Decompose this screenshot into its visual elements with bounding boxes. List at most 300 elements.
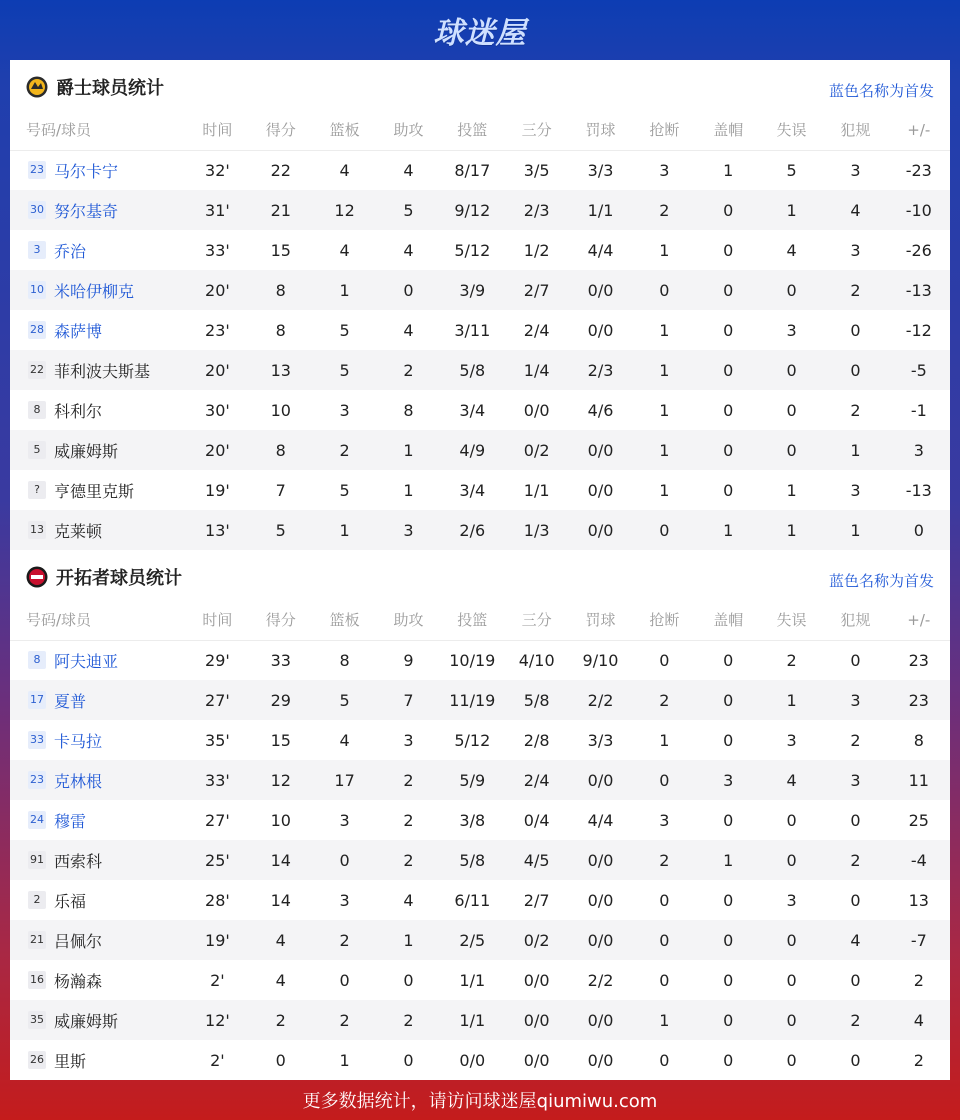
team-title: 开拓者球员统计 [56,568,182,589]
stat-cell: 0/0 [569,430,632,470]
table-row [10,390,950,430]
stat-cell: 0/0 [569,760,632,800]
stat-cell: 3/3 [587,160,614,180]
stat-cell: 0 [723,1050,734,1070]
column-header: 助攻 [377,600,440,640]
column-header: 罚球 [569,110,632,150]
stat-cell: -5 [888,350,950,390]
stat-cell: 1 [377,920,440,960]
stat-cell: 0/4 [523,810,550,830]
table-row [10,230,950,270]
column-header: 盖帽 [697,110,760,150]
table-row [10,270,950,310]
stat-cell: 3 [339,810,350,830]
stat-cell: 5/8 [440,840,504,880]
column-header: 投篮 [440,600,504,640]
stat-cell: 0/0 [523,400,550,420]
column-header: 得分 [249,110,312,150]
player-cell [10,310,186,350]
stat-cell: 3/11 [454,320,491,340]
stat-cell: 1 [823,510,887,550]
stat-cell: 4/6 [587,400,614,420]
column-header: 三分 [504,600,568,640]
table-header-row [10,110,950,150]
stat-cell: 2/4 [504,760,568,800]
table-row [10,1040,950,1080]
stat-cell: 1 [312,510,376,550]
stat-cell: 7 [275,480,286,500]
stat-cell: 4 [823,920,887,960]
stat-cell: 0 [723,320,734,340]
player-cell [10,150,186,190]
stat-cell: 0 [723,890,734,910]
table-row [10,510,950,550]
jersey-number-badge: 33 [28,731,46,749]
stat-cell: 1 [659,400,670,420]
stat-cell: 25 [908,810,929,830]
column-header: 犯规 [823,110,887,150]
stat-cell: 5 [312,350,376,390]
jersey-number-badge: 28 [28,321,46,339]
stat-cell: 0 [850,810,861,830]
stat-cell: 2 [377,760,440,800]
stat-cell: 0 [888,510,950,550]
stat-cell: 0/0 [569,510,632,550]
column-header: 篮板 [312,110,376,150]
player-name-link[interactable]: 森萨博 [54,321,103,341]
stat-cell: 4 [823,190,887,230]
stat-cell: 0 [786,970,797,990]
column-header: 抢断 [632,600,696,640]
stat-cell: 4/10 [518,650,555,670]
stat-cell: 20' [186,430,249,470]
player-cell [10,640,186,680]
stat-cell: 1 [659,480,670,500]
stat-cell: 0 [632,920,696,960]
stat-cell: 2/8 [523,730,550,750]
table-row [10,430,950,470]
column-header: 篮板 [312,600,376,640]
stat-cell: 0/0 [523,1050,550,1070]
player-name-link[interactable]: 马尔卡宁 [54,161,119,181]
stat-cell: 1 [632,430,696,470]
column-header: 失误 [760,600,823,640]
stat-cell: 3 [659,810,670,830]
stat-cell: 27' [205,810,230,830]
stat-cell: 3 [850,240,861,260]
jersey-number-badge: 24 [28,811,46,829]
section-header [10,550,950,600]
stat-cell: 4 [403,890,414,910]
stat-cell: 33 [270,650,291,670]
stat-cell: 0 [760,270,823,310]
stat-cell: 2 [312,920,376,960]
player-name-link[interactable]: 夏普 [54,691,87,711]
stat-cell: 0 [760,350,823,390]
stat-cell: 0 [723,240,734,260]
stat-cell: 3 [850,160,861,180]
stat-cell: 8/17 [454,160,491,180]
column-header: 时间 [186,600,249,640]
stat-cell: 1 [697,510,760,550]
player-cell [10,510,186,550]
stat-cell: 2 [913,1050,924,1070]
player-name-link[interactable]: 威廉姆斯 [54,1011,119,1031]
stat-cell: 0 [659,650,670,670]
player-name-link[interactable]: 克林根 [54,771,103,791]
stat-cell: 2 [377,840,440,880]
player-name-link[interactable]: 亨德里克斯 [54,481,135,501]
stat-cell: 5/8 [504,680,568,720]
player-name-link[interactable]: 克莱顿 [54,521,103,541]
stat-cell: 9/10 [582,650,619,670]
stat-cell: 0 [697,680,760,720]
stat-cell: 4 [403,160,414,180]
stat-cell: 0 [786,400,797,420]
jersey-number-badge: 8 [28,651,46,669]
column-header: 投篮 [440,110,504,150]
stat-cell: 12 [312,190,376,230]
stat-cell: 2 [632,190,696,230]
table-header-row [10,600,950,640]
stat-cell: 3 [786,320,797,340]
stat-cell: 4 [760,760,823,800]
stat-cell: 13 [908,890,929,910]
player-name-link[interactable]: 菲利波夫斯基 [54,361,151,381]
table-row [10,680,950,720]
stat-cell: 0 [786,1050,797,1070]
stat-cell: 3 [697,760,760,800]
stat-cell: 0 [403,970,414,990]
starter-note: 蓝色名称为首发 [828,572,934,590]
stat-cell: 0/0 [587,890,614,910]
stat-cell: 33' [205,240,230,260]
stats-card [10,60,950,1080]
stat-cell: 12' [186,1000,249,1040]
player-cell [10,840,186,880]
player-cell [10,190,186,230]
player-name-link[interactable]: 卡马拉 [54,731,103,751]
stat-cell: 15 [270,730,291,750]
jersey-number-badge: 26 [28,1051,46,1069]
player-name-link[interactable]: 威廉姆斯 [54,441,119,461]
stat-cell: 23 [888,680,950,720]
column-header: +/- [888,110,950,150]
column-header: 号码/球员 [10,600,186,640]
stat-cell: 0 [723,730,734,750]
stat-cell: 0 [339,970,350,990]
stat-cell: 1 [659,730,670,750]
jersey-number-badge: 2 [28,891,46,909]
stat-cell: 0 [723,970,734,990]
stat-cell: 2/5 [440,920,504,960]
stat-cell: 0/0 [569,270,632,310]
table-row [10,190,950,230]
stat-cell: 5 [312,680,376,720]
stat-cell: 2/2 [587,970,614,990]
column-header: 盖帽 [697,600,760,640]
player-name-link[interactable]: 科利尔 [54,401,103,421]
stat-cell: 0 [723,400,734,420]
table-row [10,640,950,680]
stat-cell: 0 [697,430,760,470]
column-header: +/- [888,600,950,640]
column-header: 助攻 [377,110,440,150]
stat-cell: 3 [850,480,861,500]
jersey-number-badge: 30 [28,201,46,219]
footer-link[interactable]: 更多数据统计，请访问球迷屋qiumiwu.com [302,1091,658,1112]
stat-cell: 29' [205,650,230,670]
stat-cell: 2 [377,1000,440,1040]
player-name-link[interactable]: 西索科 [54,851,103,871]
table-row [10,720,950,760]
stat-cell: 9 [403,650,414,670]
stat-cell: 0 [312,840,376,880]
stat-cell: 1/2 [523,240,550,260]
jersey-number-badge: 10 [28,281,46,299]
stat-cell: 35' [205,730,230,750]
column-header: 得分 [249,600,312,640]
stat-cell: 9/12 [440,190,504,230]
stat-cell: 1 [659,240,670,260]
player-name-link[interactable]: 乔治 [54,241,87,261]
stat-cell: 2 [850,730,861,750]
player-cell [10,430,186,470]
stat-cell: -10 [888,190,950,230]
stat-cell: 3/4 [459,400,486,420]
stat-cell: 4 [339,730,350,750]
stat-cell: 3 [339,890,350,910]
stat-cell: 8 [403,400,414,420]
player-name-link[interactable]: 穆雷 [54,811,87,831]
stat-cell: 0 [723,480,734,500]
stat-cell: 0 [632,760,696,800]
stats-table [10,110,950,550]
stat-cell: 0 [697,920,760,960]
stat-cell: 1 [339,1050,350,1070]
stat-cell: 0/0 [587,1050,614,1070]
stat-cell: 3 [823,680,887,720]
stat-cell: 2 [823,270,887,310]
stat-cell: 5/12 [454,240,491,260]
stat-cell: 3 [377,510,440,550]
stat-cell: 2 [632,840,696,880]
stat-cell: 1/1 [523,480,550,500]
stat-cell: 2 [850,400,861,420]
table-row [10,150,950,190]
player-cell [10,800,186,840]
team-section-jazz [10,60,950,550]
brand-logo: 球迷屋 [433,16,527,51]
jersey-number-badge: 23 [28,771,46,789]
stat-cell: 1/4 [504,350,568,390]
stat-cell: 25' [186,840,249,880]
jersey-number-badge: 3 [28,241,46,259]
player-cell [10,960,186,1000]
table-row [10,800,950,840]
team-title: 爵士球员统计 [56,78,164,99]
stat-cell: 32' [205,160,230,180]
column-header: 号码/球员 [10,110,186,150]
player-name-link[interactable]: 米哈伊柳克 [54,281,135,301]
jersey-number-badge: 8 [28,401,46,419]
player-cell [10,880,186,920]
stat-cell: 3/3 [587,730,614,750]
jersey-number-badge: 35 [28,1011,46,1029]
player-name-link[interactable]: 吕佩尔 [54,931,103,951]
stat-cell: 21 [249,190,312,230]
stat-cell: 0 [697,1000,760,1040]
stat-cell: 0 [823,350,887,390]
stat-cell: 0 [659,970,670,990]
stat-cell: 0 [723,810,734,830]
stat-cell: 23' [205,320,230,340]
stat-cell: 4/5 [504,840,568,880]
stat-cell: 0 [632,510,696,550]
player-cell [10,350,186,390]
stat-cell: 0 [632,270,696,310]
player-name-link[interactable]: 努尔基奇 [54,201,119,221]
player-cell [10,920,186,960]
stat-cell: 5/8 [440,350,504,390]
stat-cell: 2 [823,1000,887,1040]
stat-cell: 8 [339,650,350,670]
stat-cell: 5 [377,190,440,230]
stat-cell: 0 [850,970,861,990]
stat-cell: 33' [186,760,249,800]
stat-cell: 1 [760,680,823,720]
stat-cell: 0 [850,890,861,910]
stat-cell: 31' [186,190,249,230]
stat-cell: 3 [786,890,797,910]
stat-cell: 22 [270,160,291,180]
stat-cell: 1/1 [459,970,486,990]
stat-cell: 5/12 [454,730,491,750]
stat-cell: 3 [403,730,414,750]
jersey-number-badge: 23 [28,161,46,179]
player-name-link[interactable]: 阿夫迪亚 [54,651,119,671]
player-cell [10,680,186,720]
stat-cell: 2 [823,840,887,880]
stat-cell: 3/8 [459,810,486,830]
starter-note: 蓝色名称为首发 [828,82,934,100]
stat-cell: -13 [905,480,932,500]
stat-cell: 3 [659,160,670,180]
stat-cell: 0/0 [569,1000,632,1040]
stat-cell: 1 [403,480,414,500]
table-row [10,470,950,510]
stat-cell: 1 [760,510,823,550]
stat-cell: 12 [249,760,312,800]
stat-cell: 3/5 [523,160,550,180]
table-row [10,960,950,1000]
stat-cell: 10 [270,810,291,830]
column-header: 时间 [186,110,249,150]
stat-cell: 2 [312,1000,376,1040]
stat-cell: 0 [760,430,823,470]
stat-cell: 8 [249,430,312,470]
stat-cell: 0 [760,920,823,960]
stat-cell: 0 [659,890,670,910]
stat-cell: 3/9 [440,270,504,310]
stat-cell: 1 [312,270,376,310]
jersey-number-badge: 91 [28,851,46,869]
player-name-link[interactable]: 乐福 [54,891,87,911]
stat-cell: 2 [786,650,797,670]
stat-cell: 10/19 [449,650,496,670]
stat-cell: 20' [186,270,249,310]
stats-table [10,600,950,1080]
stat-cell: 2/3 [569,350,632,390]
stat-cell: 17 [312,760,376,800]
stat-cell: 4 [403,240,414,260]
stat-cell: 1/3 [504,510,568,550]
stat-cell: -1 [910,400,927,420]
column-header: 罚球 [569,600,632,640]
stat-cell: 1/1 [569,190,632,230]
stat-cell: 11/19 [440,680,504,720]
stat-cell: 0/2 [504,430,568,470]
stat-cell: 0 [850,650,861,670]
stat-cell: 2 [632,680,696,720]
column-header: 三分 [504,110,568,150]
stat-cell: 2/4 [523,320,550,340]
player-name-link[interactable]: 里斯 [54,1051,87,1071]
stat-cell: 6/11 [454,890,491,910]
stat-cell: 0 [786,810,797,830]
jersey-number-badge: 16 [28,971,46,989]
stat-cell: 14 [249,840,312,880]
stat-cell: -4 [888,840,950,880]
stat-cell: 10 [270,400,291,420]
stat-cell: 5 [339,320,350,340]
stat-cell: 30' [205,400,230,420]
stat-cell: 0 [723,650,734,670]
stat-cell: 0 [760,1000,823,1040]
stat-cell: 4 [339,240,350,260]
table-row [10,350,950,390]
stat-cell: 3 [888,430,950,470]
stat-cell: 2 [403,810,414,830]
stat-cell: 1 [659,320,670,340]
stat-cell: 29 [249,680,312,720]
stat-cell: 4 [786,240,797,260]
stat-cell: 1 [760,190,823,230]
column-header: 抢断 [632,110,696,150]
stat-cell: 0 [697,190,760,230]
stat-cell: 0 [377,270,440,310]
stat-cell: 0/0 [569,920,632,960]
stat-cell: 8 [913,730,924,750]
stat-cell: 5/9 [440,760,504,800]
stat-cell: 4 [249,920,312,960]
stat-cell: 13' [186,510,249,550]
jersey-number-badge: 17 [28,691,46,709]
stat-cell: 3 [339,400,350,420]
stat-cell: 1 [377,430,440,470]
stat-cell: -23 [905,160,932,180]
stat-cell: 4/4 [587,240,614,260]
stat-cell: 13 [249,350,312,390]
blazers-logo-icon [26,566,48,588]
stat-cell: 0 [697,270,760,310]
stat-cell: 1 [632,1000,696,1040]
stat-cell: 19' [186,920,249,960]
stat-cell: 0/0 [504,1000,568,1040]
stat-cell: -12 [905,320,932,340]
player-name-link[interactable]: 杨瀚森 [54,971,103,991]
stat-cell: 7 [377,680,440,720]
